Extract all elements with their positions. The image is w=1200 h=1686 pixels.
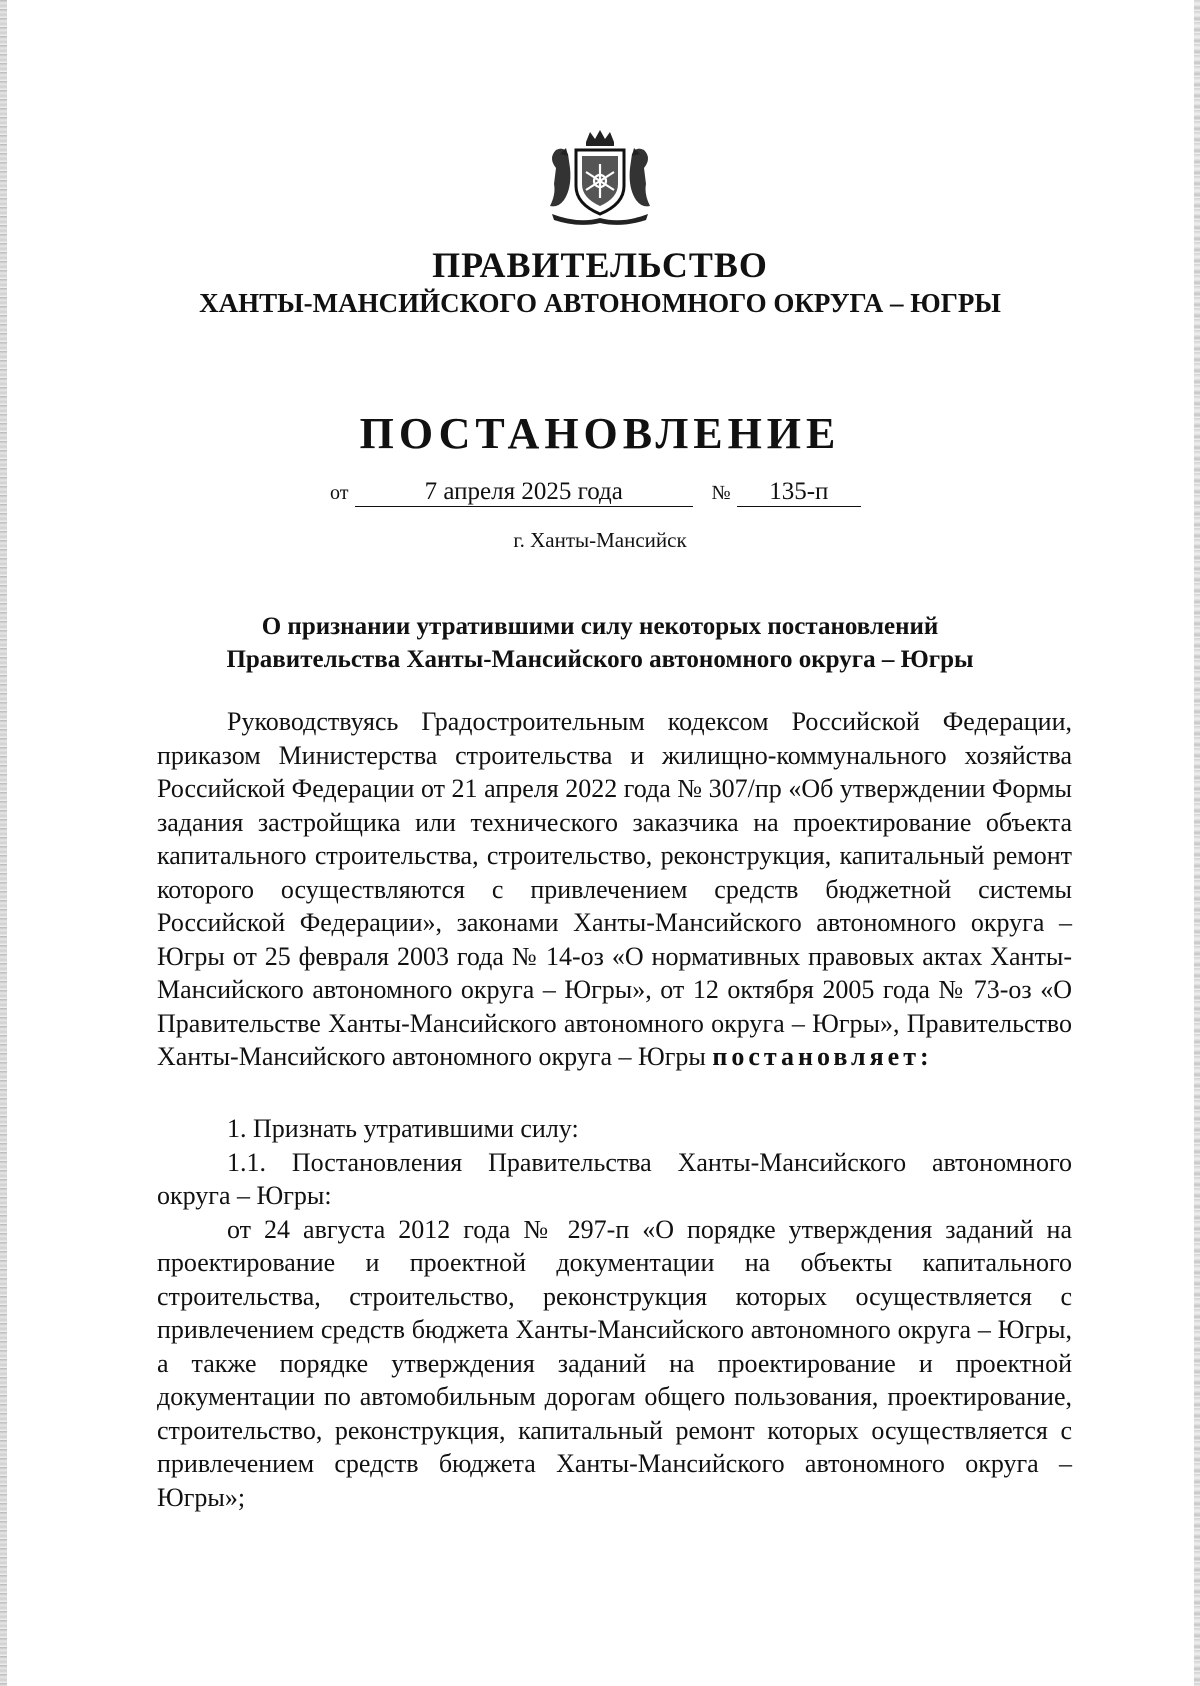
city: г. Ханты-Мансийск bbox=[513, 528, 687, 552]
preamble-text: Руководствуясь Градостроительным кодексом Российской Федерации, приказом Министерства строительства и жилищно-коммунального хозяйства Российской Федерации от 21 апреля 2022 года № 307/пр «Об утверждении Формы задания застройщика или технического заказчика на проектирование объекта капитального строительства, строительство, реконструкция, капитальный ремонт которого осуществляются с привлечением средств бюджетной системы Российской Федерации», законами Ханты-Мансийского автономного округа – Югры от 25 февраля 2003 года № 14-оз «О нормативных правовых актах Ханты-Мансийского автономного округа – Югры», от 12 октября 2005 года № 73-оз «О Правительстве Ханты-Мансийского автономного округа – Югры», Правительство Ханты-Мансийского автономного округа – Югры bbox=[157, 707, 1072, 1071]
document-number: 135-п bbox=[737, 478, 861, 507]
decree-word: постановляет: bbox=[712, 1042, 933, 1071]
document-date: 7 апреля 2025 года bbox=[355, 478, 693, 507]
subject-line-2: Правительства Ханты-Мансийского автономного округа – Югры bbox=[226, 646, 974, 673]
subject-line-1: О признании утратившими силу некоторых постановлений bbox=[261, 613, 939, 640]
document-subject bbox=[0, 610, 1200, 676]
date-prefix: от bbox=[330, 482, 349, 504]
region-title: ХАНТЫ-МАНСИЙСКОГО АВТОНОМНОГО ОКРУГА – ЮГРЫ bbox=[199, 288, 1001, 318]
preamble bbox=[157, 705, 1072, 1074]
item-1-1: 1.1. Постановления Правительства Ханты-Мансийского автономного округа – Югры: bbox=[157, 1147, 1072, 1210]
document-type: ПОСТАНОВЛЕНИЕ bbox=[359, 409, 841, 458]
item-1-1-sub-1: от 24 августа 2012 года № 297-п «О порядке утверждения заданий на проектирование и проектной документации на объекты капитального строительства, строительство, реконструкция которых осуществляется с привлечением средств бюджета Ханты-Мансийского автономного округа – Югры, а также порядке утверждения заданий на проектирование и проектной документации по автомобильным дорогам общего пользования, проектирование, строительство, реконструкция, капитальный ремонт которых осуществляется с привлечением средств бюджета Ханты-Мансийского автономного округа – Югры»; bbox=[157, 1214, 1072, 1512]
government-title: ПРАВИТЕЛЬСТВО bbox=[432, 245, 768, 285]
item-1: 1. Признать утратившими силу: bbox=[227, 1114, 579, 1143]
date-number-line bbox=[330, 478, 861, 507]
items bbox=[157, 1112, 1072, 1514]
number-sign: № bbox=[711, 482, 731, 504]
coat-of-arms-icon bbox=[538, 128, 662, 228]
